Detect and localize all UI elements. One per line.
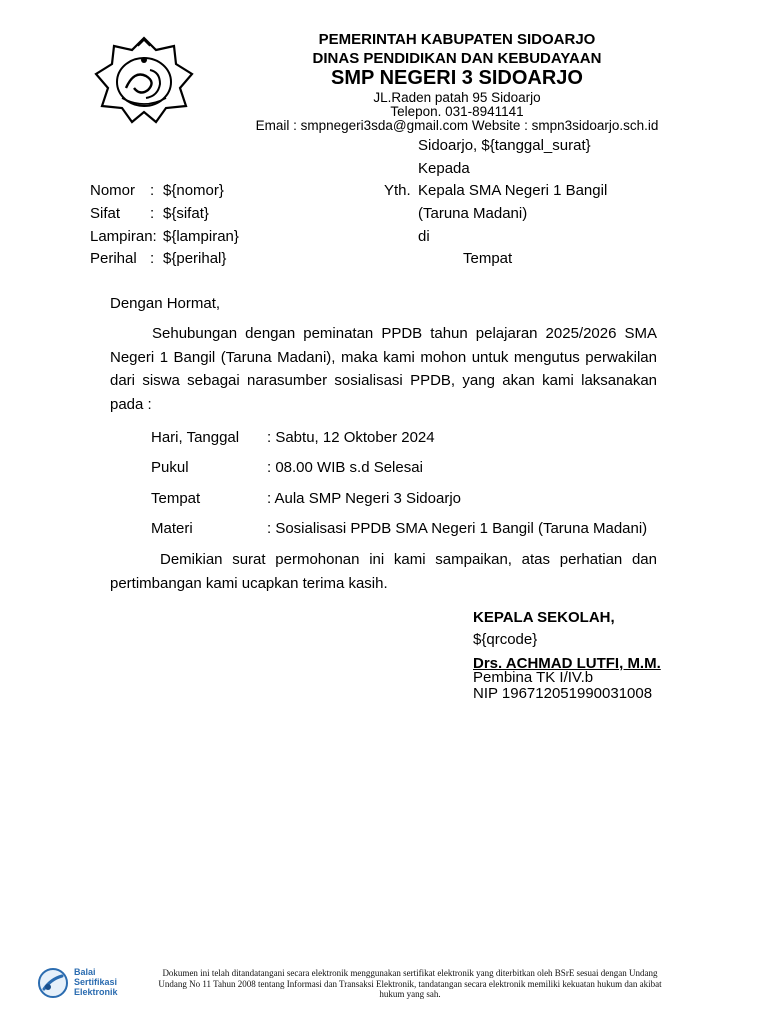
letterhead-department: DINAS PENDIDIKAN DAN KEBUDAYAAN — [312, 50, 602, 67]
recipient-line2: (Taruna Madani) — [418, 205, 528, 222]
bsre-logo-line1: Balai — [74, 967, 96, 977]
field-sifat-label: Sifat — [90, 205, 121, 222]
e-signature-notice: Dokumen ini telah ditandatangani secara elektronik menggunakan sertifikat elektronik yang diterbitkan oleh BSrE sesuai dengan Undang Undang No 11 Tahun 2008 tentang Informasi dan Transaksi Elektronik, tandatangan secara elektronik memiliki kekuatan hukum dan akibat hukum yang sah. — [158, 968, 662, 999]
detail-materi-value: : Sosialisasi PPDB SMA Negeri 1 Bangil (Taruna Madani) — [267, 520, 648, 537]
detail-pukul-value: : 08.00 WIB s.d Selesai — [267, 459, 423, 476]
letterhead-government: PEMERINTAH KABUPATEN SIDOARJO — [318, 31, 596, 48]
bsre-logo-line3: Elektronik — [74, 987, 118, 997]
recipient-kepada: Kepada — [418, 160, 470, 177]
recipient-di: di — [418, 228, 430, 245]
closing-paragraph: Demikian surat permohonan ini kami sampaikan, atas perhatian dan pertimbangan kami ucapkan terima kasih. — [110, 551, 657, 592]
detail-hari-value: : Sabtu, 12 Oktober 2024 — [267, 429, 435, 446]
bsre-logo-icon — [37, 967, 69, 999]
letterhead-phone: Telepon. 031-8941141 — [390, 104, 524, 119]
detail-materi-label: Materi — [151, 520, 193, 537]
field-sifat-sep: : — [150, 205, 155, 222]
detail-tempat-label: Tempat — [151, 490, 201, 507]
bsre-logo — [37, 965, 137, 1001]
field-perihal-label: Perihal — [90, 250, 137, 267]
field-nomor-label: Nomor — [90, 182, 136, 199]
greeting: Dengan Hormat, — [110, 295, 221, 312]
bsre-logo-line2: Sertifikasi — [74, 977, 118, 987]
signature-title: KEPALA SEKOLAH, — [473, 609, 615, 626]
signatory-nip: NIP 196712051990031008 — [473, 685, 653, 702]
recipient-tempat: Tempat — [463, 250, 513, 267]
detail-hari-label: Hari, Tanggal — [151, 429, 240, 446]
detail-pukul-label: Pukul — [151, 459, 189, 476]
field-sifat-value: ${sifat} — [163, 205, 209, 222]
place-date: Sidoarjo, ${tanggal_surat} — [418, 137, 591, 154]
field-perihal-sep: : — [150, 250, 155, 267]
letterhead-address: JL.Raden patah 95 Sidoarjo — [373, 90, 541, 105]
field-nomor-value: ${nomor} — [163, 182, 224, 199]
detail-tempat-value: : Aula SMP Negeri 3 Sidoarjo — [267, 490, 461, 507]
field-nomor-sep: : — [150, 182, 155, 199]
signatory-rank: Pembina TK I/IV.b — [473, 669, 594, 686]
signatory-name: Drs. ACHMAD LUTFI, M.M. — [473, 655, 661, 672]
field-lampiran-label: Lampiran: — [90, 228, 157, 245]
recipient-line1: Kepala SMA Negeri 1 Bangil — [418, 182, 608, 199]
field-lampiran-value: ${lampiran} — [163, 228, 239, 245]
signature-qrcode-placeholder: ${qrcode} — [473, 631, 538, 648]
field-perihal-value: ${perihal} — [163, 250, 227, 267]
opening-paragraph: Sehubungan dengan peminatan PPDB tahun pelajaran 2025/2026 SMA Negeri 1 Bangil (Taruna Madani), maka kami mohon untuk mengutus perwakilan dari siswa sebagai narasumber sosialisasi PPDB, yang akan kami laksanakan pada : — [110, 325, 657, 413]
letterhead-school-name: SMP NEGERI 3 SIDOARJO — [331, 67, 583, 89]
recipient-yth: Yth. — [384, 182, 411, 199]
letterhead-contact: Email : smpnegeri3sda@gmail.com Website : smpn3sidoarjo.sch.id — [255, 118, 659, 133]
